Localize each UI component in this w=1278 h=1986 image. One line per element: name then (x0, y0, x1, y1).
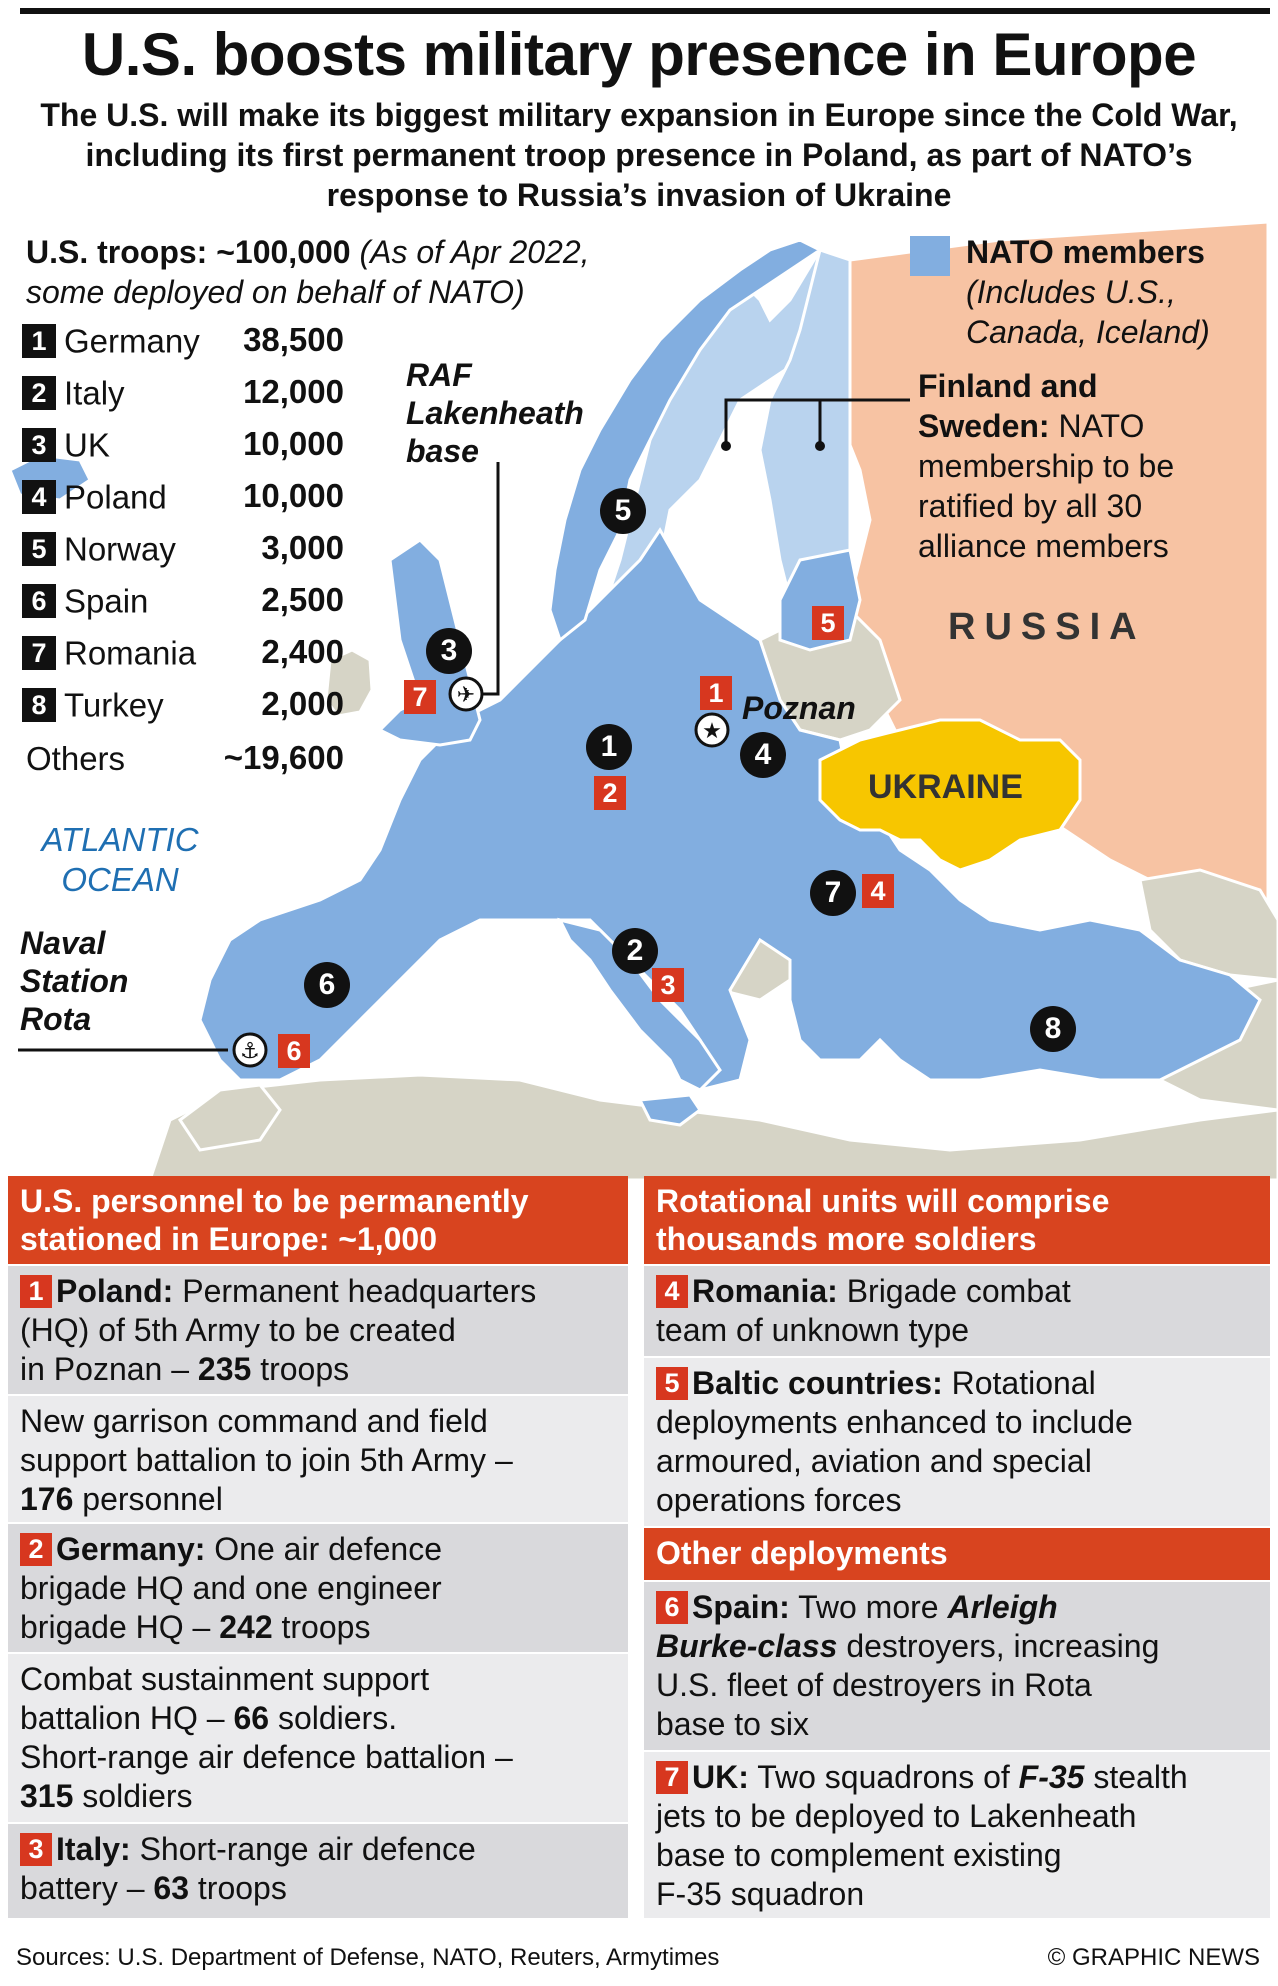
left-item-3-l3a: brigade HQ – (20, 1609, 220, 1645)
troops-row (22, 580, 344, 624)
troops-row-value: 12,000 (243, 373, 344, 410)
raf-label-line2: Lakenheath (406, 395, 584, 431)
credit-text: © GRAPHIC NEWS (1047, 1944, 1260, 1971)
legend-title: NATO members (966, 234, 1205, 270)
marker-red-6: 6 (278, 1034, 310, 1068)
left-item-3-l3b: 242 (219, 1609, 273, 1645)
right-panel-header (644, 1176, 1270, 1264)
right-item-1-number: 4 (656, 1275, 688, 1308)
troops-row (22, 320, 344, 364)
left-item-5-country: Italy: (56, 1831, 131, 1867)
left-item-4-l2c: soldiers. (269, 1700, 398, 1736)
troops-row (22, 424, 344, 468)
fs-text-1: NATO (1049, 408, 1145, 444)
right-head-line2: thousands more soldiers (656, 1221, 1037, 1257)
troops-header (26, 232, 590, 312)
other-item-1-country: Spain: (692, 1589, 790, 1625)
marker-black-8: 8 (1030, 1006, 1076, 1052)
troops-row-number: 4 (22, 480, 56, 514)
marker-red-4: 4 (862, 874, 894, 908)
right-item-spain (644, 1582, 1270, 1750)
poznan-label: Poznan (742, 690, 856, 726)
sweden-dot (721, 441, 731, 451)
naval-label (20, 924, 128, 1038)
left-item-1-l3c: troops (251, 1351, 350, 1387)
marker-black-1: 1 (586, 724, 632, 770)
troops-row (22, 476, 344, 520)
left-item-italy (8, 1824, 628, 1918)
left-item-1-l3a: in Poznan – (20, 1351, 198, 1387)
left-item-4-l2b: 66 (233, 1700, 270, 1736)
left-panel-header (8, 1176, 628, 1264)
airbase-plane-glyph: ✈ (456, 683, 476, 708)
fs-text-2: membership to be (918, 448, 1175, 484)
marker-red-5: 5 (812, 606, 844, 640)
left-item-5-l2a: battery – (20, 1870, 154, 1906)
troops-row-country: Germany (64, 322, 200, 360)
left-item-1-l3b: 235 (197, 1351, 252, 1387)
ocean-label-line2: OCEAN (61, 861, 179, 898)
troops-row-number: 3 (22, 428, 56, 462)
marker-black-4: 4 (740, 732, 786, 778)
marker-red-2: 2 (594, 776, 626, 810)
troops-row-number: 2 (22, 376, 56, 410)
naval-label-line3: Rota (20, 1001, 92, 1037)
right-item-1-country: Romania: (692, 1273, 838, 1309)
page-subtitle: The U.S. will make its biggest military expansion in Europe since the Cold War, including its first permanent troop presence in Poland, as part of NATO’s response to Russia’s invasion of Ukraine (40, 97, 1238, 213)
left-item-4-l1: Combat sustainment support (20, 1661, 430, 1697)
left-item-1-l1: Permanent headquarters (173, 1273, 537, 1309)
troops-row-country: Poland (64, 478, 167, 516)
left-item-5-number: 3 (20, 1833, 52, 1866)
troops-row (22, 372, 344, 416)
right-item-romania (644, 1266, 1270, 1356)
troops-row-country: UK (64, 426, 110, 464)
troops-row-value: 2,500 (261, 581, 344, 618)
other-item-1-l2b: destroyers, increasing (837, 1628, 1160, 1664)
nato-legend (966, 232, 1210, 352)
other-item-1-l4: base to six (656, 1706, 809, 1742)
right-item-1-l1: Brigade combat (837, 1273, 1071, 1309)
right-item-2-l1: Rotational (942, 1365, 1096, 1401)
left-item-5-l1: Short-range air defence (130, 1831, 476, 1867)
left-item-4-l3: Short-range air defence battalion – (20, 1739, 513, 1775)
other-item-2-l1a: Two squadrons of (748, 1759, 1019, 1795)
other-item-2-l3: base to complement existing (656, 1837, 1062, 1873)
other-item-1-l2a: Burke-class (656, 1628, 838, 1664)
troops-others-value: ~19,600 (223, 739, 344, 776)
troops-row-number: 5 (22, 532, 56, 566)
troops-row-value: 10,000 (243, 477, 344, 514)
left-item-5-l2b: 63 (153, 1870, 189, 1906)
right-item-baltics (644, 1358, 1270, 1526)
troops-row (22, 632, 344, 676)
left-item-2-l3b: 176 (20, 1481, 74, 1517)
troops-row-country: Romania (64, 634, 197, 672)
marker-red-1: 1 (700, 676, 732, 710)
other-deployments-header: Other deployments (644, 1528, 1270, 1580)
marker-black-3: 3 (426, 628, 472, 674)
other-item-1-number: 6 (656, 1591, 688, 1624)
troops-row-value: 2,000 (261, 685, 344, 722)
troops-row-number: 7 (22, 636, 56, 670)
other-item-1-l1b: Arleigh (947, 1589, 1058, 1625)
troops-row-country: Norway (64, 530, 176, 568)
left-head-line1: U.S. personnel to be permanently (20, 1183, 529, 1219)
troops-row-value: 2,400 (261, 633, 344, 670)
ocean-label (30, 820, 210, 900)
marker-black-5: 5 (600, 488, 646, 534)
legend-note-2: Canada, Iceland) (966, 314, 1210, 350)
other-item-1-l1a: Two more (789, 1589, 948, 1625)
troops-others-label: Others (26, 740, 126, 778)
left-item-4-l4c: soldiers (73, 1778, 193, 1814)
left-item-5-l2c: troops (189, 1870, 287, 1906)
left-item-2-l3c: personnel (73, 1481, 223, 1517)
left-item-4-l4b: 315 (20, 1778, 74, 1814)
other-item-2-number: 7 (656, 1761, 688, 1794)
left-item-3-l3c: troops (272, 1609, 371, 1645)
right-item-2-l3: armoured, aviation and special (656, 1443, 1092, 1479)
left-item-1-country: Poland: (56, 1273, 174, 1309)
left-item-1-number: 1 (20, 1275, 52, 1308)
left-item-germany (8, 1524, 628, 1652)
troops-note-1: (As of Apr 2022, (359, 234, 590, 270)
left-item-3-l1: One air defence (205, 1531, 442, 1567)
ukraine-label: UKRAINE (868, 768, 1023, 806)
troops-others-row (22, 738, 344, 782)
left-head-line2: stationed in Europe: ~1,000 (20, 1221, 437, 1257)
troops-row-number: 8 (22, 688, 56, 722)
other-item-2-l2: jets to be deployed to Lakenheath (656, 1798, 1137, 1834)
left-item-2-l1: New garrison command and field (20, 1403, 488, 1439)
fs-bold-1: Finland and (918, 368, 1098, 404)
left-item-garrison (8, 1396, 628, 1522)
fs-bold-2: Sweden: (918, 408, 1050, 444)
other-item-2-country: UK: (692, 1759, 749, 1795)
troops-row-number: 1 (22, 324, 56, 358)
raf-label-line1: RAF (406, 357, 472, 393)
troops-row-country: Spain (64, 582, 149, 620)
right-item-2-number: 5 (656, 1367, 688, 1400)
troops-row-value: 10,000 (243, 425, 344, 462)
top-rule (20, 8, 1270, 14)
marker-red-7: 7 (404, 680, 436, 714)
troops-total: U.S. troops: ~100,000 (26, 234, 351, 270)
other-item-2-l1b: F-35 (1018, 1759, 1085, 1795)
other-item-2-l4: F-35 squadron (656, 1876, 865, 1912)
troops-row-number: 6 (22, 584, 56, 618)
troops-note-2: some deployed on behalf of NATO) (26, 274, 525, 310)
troops-row-value: 38,500 (243, 321, 344, 358)
fs-text-4: alliance members (918, 528, 1169, 564)
troops-row-country: Italy (64, 374, 125, 412)
troops-row (22, 528, 344, 572)
right-item-uk (644, 1752, 1270, 1918)
marker-black-6: 6 (304, 962, 350, 1008)
page-title: U.S. boosts military presence in Europe (81, 21, 1197, 88)
troops-row-value: 3,000 (261, 529, 344, 566)
raf-label-line3: base (406, 433, 479, 469)
finland-sweden-note (918, 366, 1174, 566)
left-item-3-number: 2 (20, 1533, 52, 1566)
right-item-2-l2: deployments enhanced to include (656, 1404, 1133, 1440)
right-item-1-l2: team of unknown type (656, 1312, 970, 1348)
nato-legend-swatch (910, 236, 950, 276)
left-item-4-l2a: battalion HQ – (20, 1700, 234, 1736)
russia-label: RUSSIA (948, 606, 1146, 648)
right-head-line1: Rotational units will comprise (656, 1183, 1110, 1219)
other-item-2-l1c: stealth (1084, 1759, 1188, 1795)
legend-note-1: (Includes U.S., (966, 274, 1176, 310)
left-item-3-country: Germany: (56, 1531, 206, 1567)
fs-text-3: ratified by all 30 (918, 488, 1143, 524)
left-item-1-l2: (HQ) of 5th Army to be created (20, 1312, 456, 1348)
right-item-2-country: Baltic countries: (692, 1365, 943, 1401)
raf-label (406, 356, 584, 470)
left-item-combat-support (8, 1654, 628, 1822)
troops-row-country: Turkey (64, 686, 164, 724)
other-item-1-l3: U.S. fleet of destroyers in Rota (656, 1667, 1092, 1703)
left-item-3-l2: brigade HQ and one engineer (20, 1570, 442, 1606)
troops-row (22, 684, 344, 728)
sources-text: Sources: U.S. Department of Defense, NATO, Reuters, Armytimes (16, 1944, 720, 1971)
left-item-poland (8, 1266, 628, 1394)
anchor-glyph: ⚓ (240, 1039, 260, 1064)
ocean-label-line1: ATLANTIC (41, 821, 199, 858)
left-item-2-l2: support battalion to join 5th Army – (20, 1442, 513, 1478)
marker-red-3: 3 (652, 968, 684, 1002)
naval-label-line2: Station (20, 963, 129, 999)
naval-label-line1: Naval (20, 925, 106, 961)
marker-black-7: 7 (810, 870, 856, 916)
marker-black-2: 2 (612, 928, 658, 974)
star-glyph: ★ (702, 719, 722, 744)
finland-dot (815, 441, 825, 451)
right-item-2-l4: operations forces (656, 1482, 902, 1518)
